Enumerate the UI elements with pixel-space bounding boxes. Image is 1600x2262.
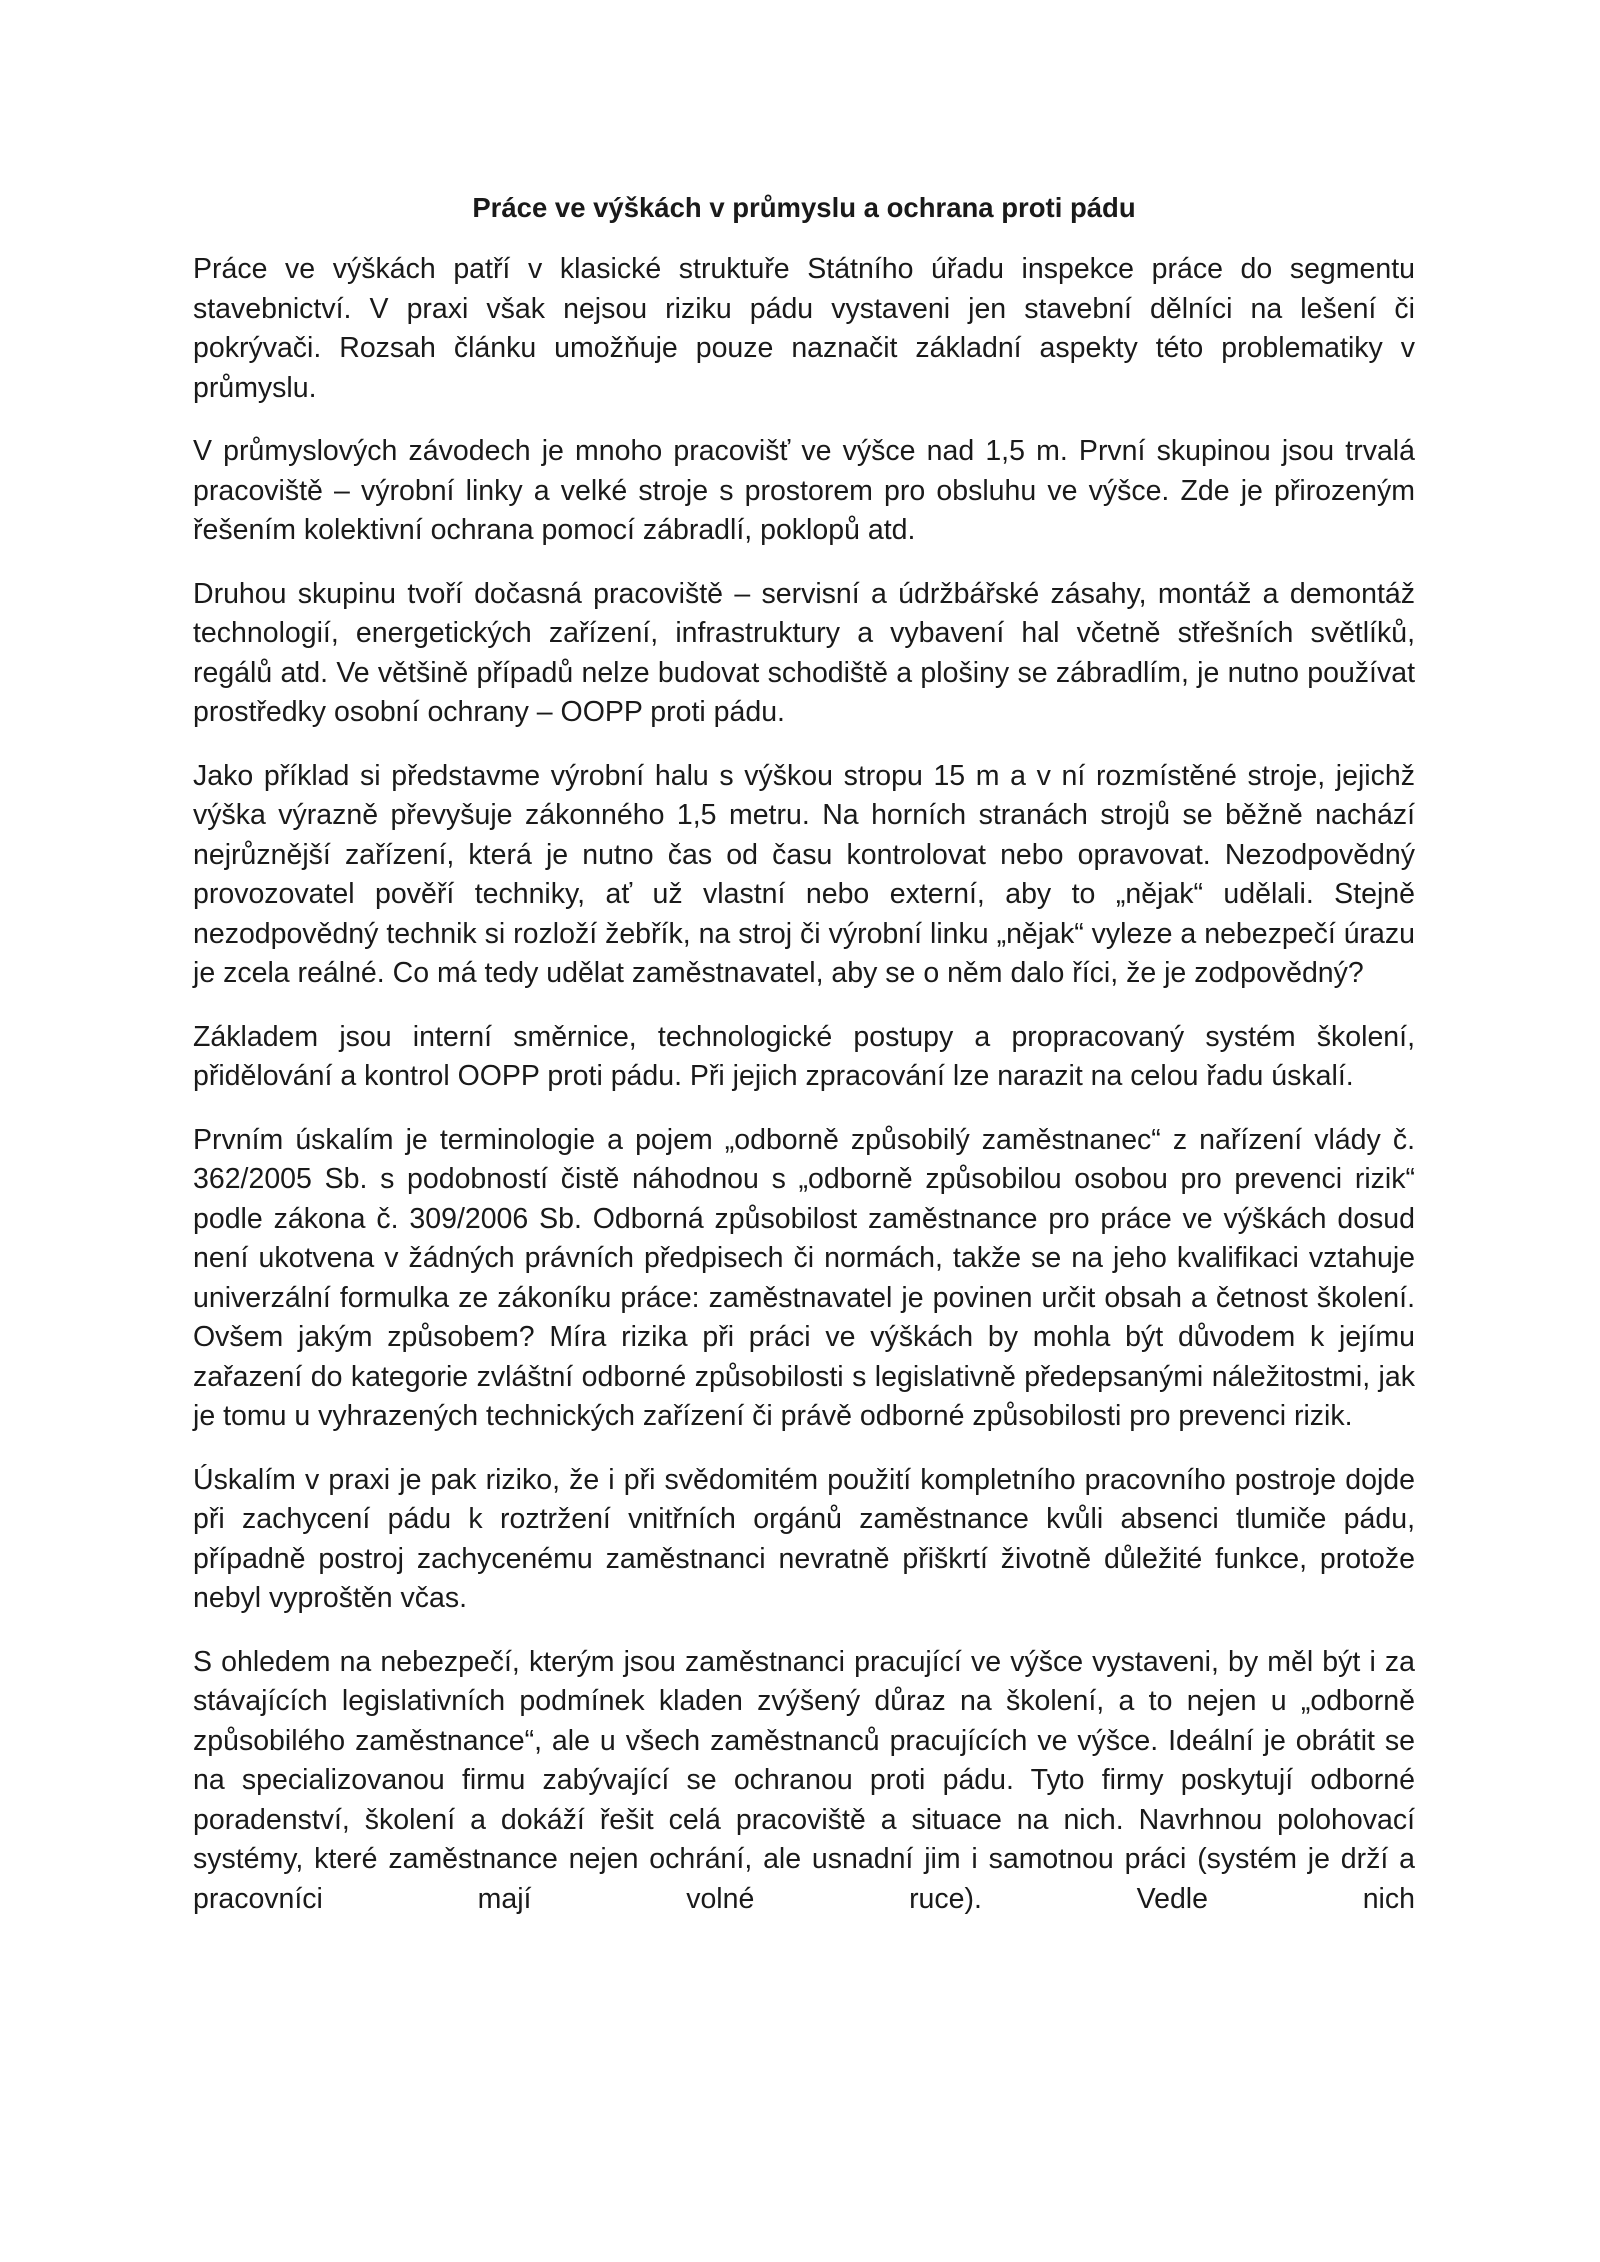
paragraph-training: S ohledem na nebezpečí, kterým jsou zaměstnanci pracující ve výšce vystaveni, by měl být i za stávajících legislativních podmínek kladen zvýšený důraz na školení, a to nejen u „odborně způsobilého zaměstnance“, ale u všech zaměstnanců pracujících ve výšce. Ideální je obrátit se na specializovanou firmu zabývající se ochranou proti pádu. Tyto firmy poskytují odborné poradenství, školení a dokáží řešit celá pracoviště a situace na nich. Navrhnou polohovací systémy, které zaměstnance nejen ochrání, ale usnadní jim i samotnou práci (systém je drží a pracovníci mají volné ruce). Vedle nich — [193, 1645, 1415, 1915]
paragraph-example-hall: Jako příklad si představme výrobní halu s výškou stropu 15 m a v ní rozmístěné stroje, jejichž výška výrazně převyšuje zákonného 1,5 metru. Na horních stranách strojů se běžně nachází nejrůznější zařízení, která je nutno čas od času kontrolovat nebo opravovat. Nezodpovědný provozovatel pověří techniky, ať už vlastní nebo externí, aby to „nějak“ udělali. Stejně nezodpovědný technik si rozloží žebřík, na stroj či výrobní linku „nějak“ vyleze a nebezpečí úrazu je zcela reálné. Co má tedy udělat zaměstnavatel, aby se o něm dalo říci, že je zodpovědný? — [193, 759, 1415, 989]
paragraph-internal-guidelines: Základem jsou interní směrnice, technologické postupy a propracovaný systém školení, přidělování a kontrol OOPP proti pádu. Při jejich zpracování lze narazit na celou řadu úskalí. — [193, 1020, 1415, 1092]
paragraph-practical-risk: Úskalím v praxi je pak riziko, že i při svědomitém použití kompletního pracovního postroje dojde při zachycení pádu k roztržení vnitřních orgánů zaměstnance kvůli absenci tlumiče pádu, případně postroj zachycenému zaměstnanci nevratně přiškrtí životně důležité funkce, protože nebyl vyproštěn včas. — [193, 1463, 1415, 1614]
paragraph-temporary-workplaces: Druhou skupinu tvoří dočasná pracoviště – servisní a údržbářské zásahy, montáž a demontáž technologií, energetických zařízení, infrastruktury a vybavení hal včetně střešních světlíků, regálů atd. Ve většině případů nelze budovat schodiště a plošiny se zábradlím, je nutno používat prostředky osobní ochrany – OOPP proti pádu. — [193, 577, 1415, 728]
paragraph-intro: Práce ve výškách patří v klasické struktuře Státního úřadu inspekce práce do segmentu stavebnictví. V praxi však nejsou riziku pádu vystaveni jen stavební dělníci na lešení či pokrývači. Rozsah článku umožňuje pouze naznačit základní aspekty této problematiky v průmyslu. — [193, 253, 1415, 404]
paragraph-permanent-workplaces: V průmyslových závodech je mnoho pracovišť ve výšce nad 1,5 m. První skupinou jsou trvalá pracoviště – výrobní linky a velké stroje s prostorem pro obsluhu ve výšce. Zde je přirozeným řešením kolektivní ochrana pomocí zábradlí, poklopů atd. — [193, 435, 1415, 546]
document-title: Práce ve výškách v průmyslu a ochrana proti pádu — [472, 192, 1136, 223]
paragraph-terminology: Prvním úskalím je terminologie a pojem „odborně způsobilý zaměstnanec“ z nařízení vlády č. 362/2005 Sb. s podobností čistě náhodnou s „odborně způsobilou osobou pro prevenci rizik“ podle zákona č. 309/2006 Sb. Odborná způsobilost zaměstnance pro práce ve výškách dosud není ukotvena v žádných právních předpisech či normách, takže se na jeho kvalifikaci vztahuje univerzální formulka ze zákoníku práce: zaměstnavatel je povinen určit obsah a četnost školení. Ovšem jakým způsobem? Míra rizika při práci ve výškách by mohla být důvodem k jejímu zařazení do kategorie zvláštní odborné způsobilosti s legislativně předepsanými náležitostmi, jak je tomu u vyhrazených technických zařízení či právě odborné způsobilosti pro prevenci rizik. — [193, 1123, 1415, 1432]
document-body — [193, 188, 1415, 1919]
